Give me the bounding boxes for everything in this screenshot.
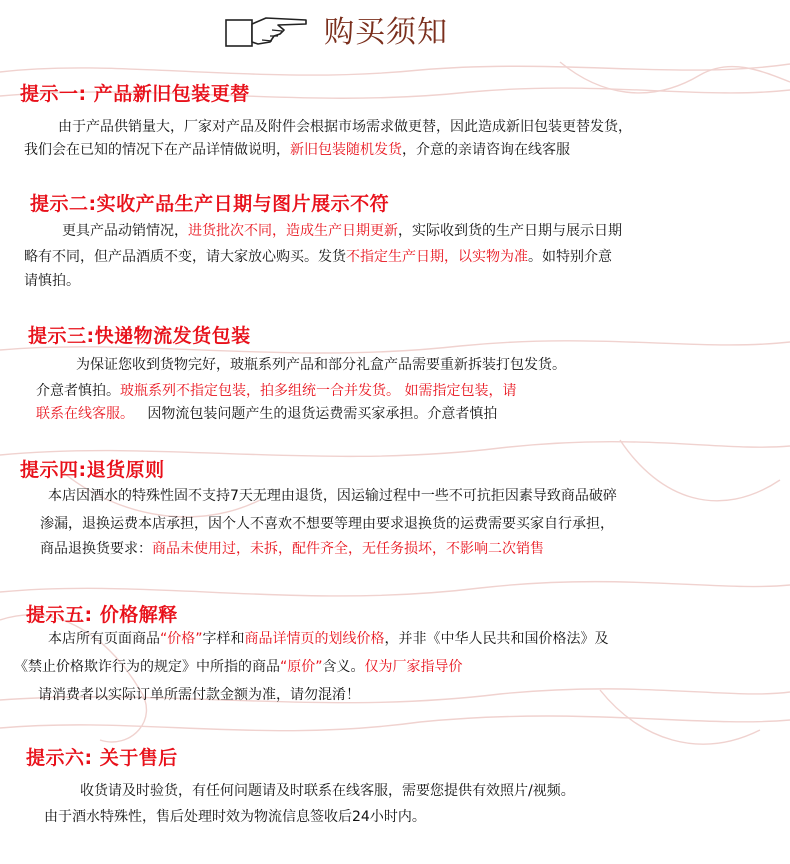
section-3-line-3: 联系在线客服。 因物流包装问题产生的退货运费需买家承担。介意者慎拍 bbox=[36, 406, 498, 422]
section-4-line-3: 商品退换货要求：商品未使用过，未拆，配件齐全，无任务损坏，不影响二次销售 bbox=[40, 541, 544, 557]
section-3-line-1: 为保证您收到货物完好，玻瓶系列产品和部分礼盒产品需要重新拆装打包发货。 bbox=[76, 357, 566, 373]
section-title-3: 提示三:快递物流发货包装 bbox=[28, 325, 251, 347]
section-2-line-3: 请慎拍。 bbox=[24, 273, 80, 289]
section-title-2: 提示二:实收产品生产日期与图片展示不符 bbox=[30, 193, 390, 215]
section-title-1: 提示一: 产品新旧包装更替 bbox=[20, 83, 250, 105]
page-title: 购买须知 bbox=[324, 15, 448, 50]
section-6-line-1: 收货请及时验货，有任何问题请及时联系在线客服，需要您提供有效照片/视频。 bbox=[80, 783, 575, 799]
pointing-hand-icon bbox=[222, 10, 310, 48]
section-6-line-2: 由于酒水特殊性，售后处理时效为物流信息签收后24小时内。 bbox=[44, 809, 426, 825]
section-5-line-3: 请消费者以实际订单所需付款金额为准，请勿混淆！ bbox=[38, 687, 360, 703]
section-4-line-2: 渗漏，退换运费本店承担，因个人不喜欢不想要等理由要求退换货的运费需要买家自行承担， bbox=[40, 516, 614, 532]
section-1-line-2: 我们会在已知的情况下在产品详情做说明，新旧包装随机发货，介意的亲请咨询在线客服 bbox=[24, 142, 570, 158]
section-title-5: 提示五: 价格解释 bbox=[26, 604, 178, 626]
section-title-6: 提示六: 关于售后 bbox=[26, 747, 178, 769]
page-header bbox=[222, 6, 448, 52]
section-5-line-2: 《禁止价格欺诈行为的规定》中所指的商品“原价”含义。仅为厂家指导价 bbox=[14, 659, 463, 675]
section-2-line-1: 更具产品动销情况，进货批次不同，造成生产日期更新，实际收到货的生产日期与展示日期 bbox=[62, 223, 622, 239]
section-5-line-1: 本店所有页面商品“价格”字样和商品详情页的划线价格，并非《中华人民共和国价格法》及 bbox=[48, 631, 609, 647]
section-1-line-1: 由于产品供销量大，厂家对产品及附件会根据市场需求做更替，因此造成新旧包装更替发货， bbox=[58, 119, 632, 135]
section-4-line-1: 本店因酒水的特殊性固不支持7天无理由退货，因运输过程中一些不可抗拒因素导致商品破碎 bbox=[48, 488, 617, 504]
section-title-4: 提示四:退货原则 bbox=[20, 459, 165, 481]
section-2-line-2: 略有不同，但产品酒质不变，请大家放心购买。发货不指定生产日期，以实物为准。如特别介意 bbox=[24, 249, 612, 265]
section-3-line-2: 介意者慎拍。玻瓶系列不指定包装，拍多组统一合并发货。 如需指定包装，请 bbox=[36, 383, 517, 399]
